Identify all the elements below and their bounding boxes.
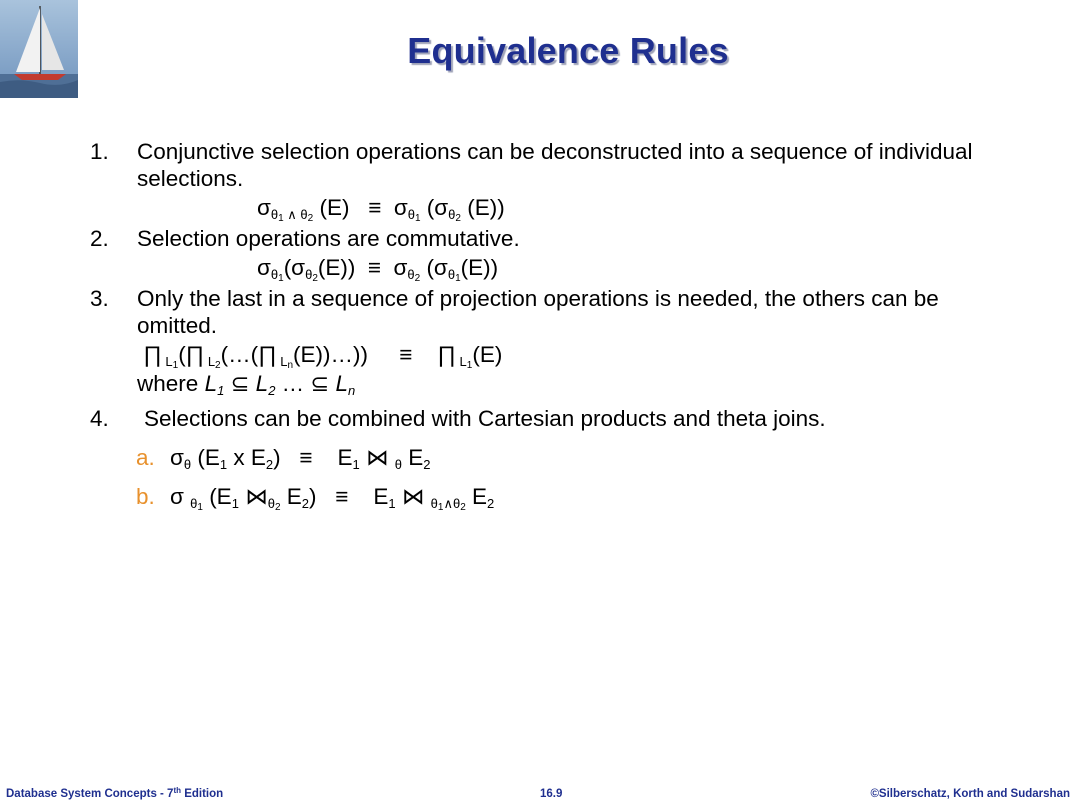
rule-number: 2. <box>90 226 109 251</box>
slide-content <box>90 138 1010 513</box>
rule-number: 3. <box>90 286 109 311</box>
rule-3-formula: ∏ $_{L_1}$(∏ $_{L_2}$(…(∏ $_{L_n}$(E))…)) ≡ ∏ $_{L_1}$(E) <box>137 342 503 371</box>
rule-number: 1. <box>90 139 109 164</box>
sub-letter: a. <box>136 445 155 470</box>
rule-4b <box>90 483 1010 513</box>
rule-text: Selections can be combined with Cartesian products and theta joins. <box>144 406 826 431</box>
rule-4b-formula: σ $_{\theta_1}$ ($E_1$ $⋈_{\theta_2}$ $E_2$) ≡ $E_1$ ⋈ $_{\theta_1\wedge\theta_2}$ $E_2$ <box>170 484 495 513</box>
rule-4 <box>90 405 1010 432</box>
rule-2 <box>90 225 1010 284</box>
rule-text: Conjunctive selection operations can be deconstructed into a sequence of individual selections. <box>137 139 973 191</box>
rule-number: 4. <box>90 406 109 431</box>
rule-3 <box>90 285 1010 397</box>
rule-3-where: where $L_1$ ⊆ $L_2$ … ⊆ $L_n$ <box>137 371 356 398</box>
slide-title: Equivalence Rules <box>407 30 729 71</box>
rule-4a <box>90 444 1010 471</box>
sub-letter: b. <box>136 484 155 509</box>
rule-2-formula: $\sigma_{\theta_1}(\sigma_{\theta_2}(E)) \equiv \sigma_{\theta_2}$ $(\sigma_{\theta_1}(E))$ <box>257 255 499 284</box>
footer-page-number: 16.9 <box>540 788 563 800</box>
rule-text: Only the last in a sequence of projection operations is needed, the others can be omitted. <box>137 286 939 338</box>
rule-1-formula: $\sigma_{\theta_1 \wedge \theta_2}$ $(E) \equiv \sigma_{\theta_1}$ ($\sigma_{\theta_2}$ (E)) <box>257 195 505 224</box>
rule-4a-formula: $\sigma_\theta$ ($E_1$ x $E_2$) ≡ $E_1$ ⋈ $_\theta$ $E_2$ <box>170 445 431 472</box>
slide-footer <box>0 788 1080 804</box>
rule-1 <box>90 138 1010 224</box>
footer-copyright: ©Silberschatz, Korth and Sudarshan <box>870 788 1070 800</box>
rule-text: Selection operations are commutative. <box>137 226 520 251</box>
footer-book-title: Database System Concepts - 7th Edition <box>6 786 224 800</box>
